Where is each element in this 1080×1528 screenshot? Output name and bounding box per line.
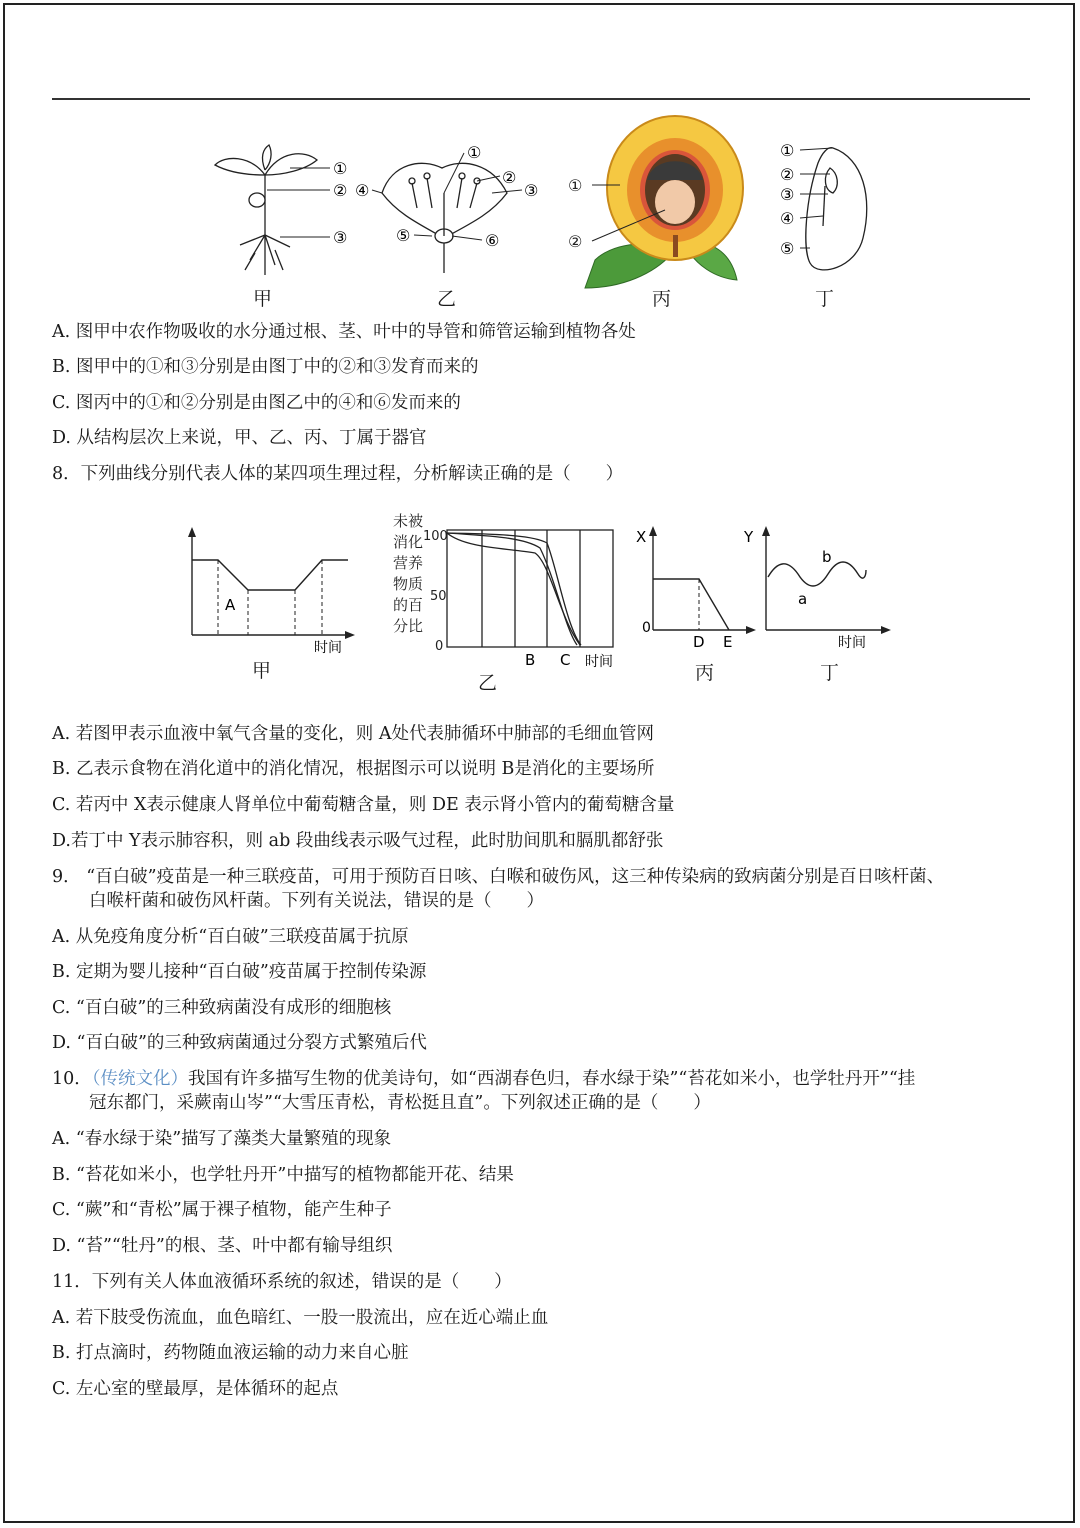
label-2: ② (780, 165, 795, 184)
q9-option-c: C. “百白破”的三种致病菌没有成形的细胞核 (52, 998, 392, 1018)
label-3: ③ (333, 228, 348, 247)
label-2: ② (568, 232, 583, 251)
chart-yi-ylabel-2: 消化 (393, 533, 424, 551)
q10-option-d: D. “苔”“牡丹”的根、茎、叶中都有输导组织 (52, 1236, 393, 1256)
chart-bing-mark-d: D (693, 633, 705, 651)
label-3: ③ (524, 181, 539, 200)
chart-yi-ylabel-1: 未被 (393, 512, 424, 530)
chart-yi-mark-c: C (560, 651, 571, 669)
q8-fig-label-bing: 丙 (695, 662, 715, 684)
q9-stem-line2: 白喉杆菌和破伤风杆菌。下列有关说法，错误的是（ ） (89, 891, 544, 911)
q7-option-b: B. 图甲中的①和③分别是由图丁中的②和③发育而来的 (52, 357, 479, 377)
chart-yi-ylabel-5: 的百 (393, 596, 424, 614)
chart-yi-tick-100: 100 (423, 529, 448, 544)
q7-option-a: A. 图甲中农作物吸收的水分通过根、茎、叶中的导管和筛管运输到植物各处 (52, 322, 636, 342)
q9-option-b: B. 定期为婴儿接种“百白破”疫苗属于控制传染源 (52, 962, 427, 982)
q10-option-b: B. “苔花如米小，也学牡丹开”中描写的植物都能开花、结果 (52, 1165, 514, 1185)
figure-ding-seed (778, 138, 873, 280)
chart-ding-point-a: a (798, 590, 808, 608)
label-1: ① (467, 143, 482, 162)
figure-jia-plant (205, 135, 365, 285)
q10-stem-line1 (52, 1067, 915, 1091)
q8-fig-label-ding: 丁 (820, 662, 840, 684)
chart-yi (385, 508, 625, 673)
q9-stem-line1: 9． “百白破”疫苗是一种三联疫苗，可用于预防百日咳、白喉和破伤风，这三种传染病的致病菌分别是百日咳杆菌、 (52, 867, 945, 887)
label-2: ② (502, 168, 517, 187)
q8-stem: 8．下列曲线分别代表人体的某四项生理过程，分析解读正确的是（ ） (52, 464, 624, 484)
fig-label-ding: 丁 (815, 288, 835, 310)
chart-bing-ylabel: X (636, 528, 647, 546)
q10-stem-line2: 冠东都门，采蕨南山岑”“大雪压青松，青松挺且直”。下列叙述正确的是（ ） (89, 1093, 711, 1113)
chart-ding (738, 522, 893, 657)
chart-bing-mark-e: E (723, 633, 733, 651)
q8-option-c: C. 若丙中 X表示健康人肾单位中葡萄糖含量，则 DE 表示肾小管内的葡萄糖含量 (52, 795, 675, 815)
label-2: ② (333, 181, 348, 200)
chart-yi-xlabel: 时间 (585, 654, 613, 670)
label-5: ⑤ (396, 226, 411, 245)
chart-jia (180, 525, 360, 660)
q10-option-a: A. “春水绿于染”描写了藻类大量繁殖的现象 (52, 1129, 392, 1149)
q11-option-a: A. 若下肢受伤流血，血色暗红、一股一股流出，应在近心端止血 (52, 1308, 549, 1328)
chart-yi-mark-b: B (525, 651, 536, 669)
q10-stem-text: 我国有许多描写生物的优美诗句，如“西湖春色归，春水绿于染”“苔花如米小，也学牡丹开”“挂 (188, 1069, 916, 1089)
fig-label-bing: 丙 (652, 288, 672, 310)
header-rule (52, 98, 1030, 100)
q11-option-b: B. 打点滴时，药物随血液运输的动力来自心脏 (52, 1343, 409, 1363)
q9-option-d: D. “百白破”的三种致病菌通过分裂方式繁殖后代 (52, 1033, 427, 1053)
chart-ding-point-b: b (822, 548, 832, 566)
chart-yi-ylabel-4: 物质 (393, 575, 424, 593)
label-6: ⑥ (485, 231, 500, 250)
chart-ding-ylabel: Y (744, 528, 754, 546)
chart-ding-xlabel: 时间 (838, 635, 866, 651)
q10-number: 10． (52, 1069, 92, 1089)
q10-tag: （传统文化） (91, 1069, 189, 1089)
fig-label-yi: 乙 (437, 288, 457, 310)
q7-option-d: D. 从结构层次上来说，甲、乙、丙、丁属于器官 (52, 428, 427, 448)
q7-option-c: C. 图丙中的①和②分别是由图乙中的④和⑥发而来的 (52, 393, 461, 413)
figure-yi-flower (352, 138, 547, 273)
q8-fig-label-yi: 乙 (478, 672, 498, 694)
chart-yi-ylabel-6: 分比 (393, 617, 424, 635)
q9-option-a: A. 从免疫角度分析“百白破”三联疫苗属于抗原 (52, 927, 409, 947)
fig-label-jia: 甲 (253, 288, 273, 310)
label-4: ④ (355, 181, 370, 200)
label-1: ① (568, 176, 583, 195)
q8-option-b: B. 乙表示食物在消化道中的消化情况，根据图示可以说明 B是消化的主要场所 (52, 759, 655, 779)
chart-yi-tick-0: 0 (435, 639, 444, 654)
q8-fig-label-jia: 甲 (252, 660, 272, 682)
label-4: ④ (780, 209, 795, 228)
chart-yi-tick-50: 50 (430, 589, 447, 604)
label-1: ① (780, 141, 795, 160)
chart-jia-xlabel: 时间 (314, 640, 342, 656)
figure-bing-peach (565, 110, 750, 292)
chart-bing-origin: 0 (642, 620, 651, 636)
q8-option-d: D.若丁中 Y表示肺容积，则 ab 段曲线表示吸气过程，此时肋间肌和膈肌都舒张 (52, 831, 664, 851)
chart-jia-point-a: A (225, 596, 236, 614)
label-5: ⑤ (780, 239, 795, 258)
q8-option-a: A. 若图甲表示血液中氧气含量的变化，则 A处代表肺循环中肺部的毛细血管网 (52, 724, 654, 744)
chart-yi-ylabel-3: 营养 (393, 554, 424, 572)
q11-stem: 11．下列有关人体血液循环系统的叙述，错误的是（ ） (52, 1272, 512, 1292)
label-3: ③ (780, 185, 795, 204)
label-1: ① (333, 159, 348, 178)
q10-option-c: C. “蕨”和“青松”属于裸子植物，能产生种子 (52, 1200, 392, 1220)
q11-option-c: C. 左心室的壁最厚，是体循环的起点 (52, 1379, 339, 1399)
